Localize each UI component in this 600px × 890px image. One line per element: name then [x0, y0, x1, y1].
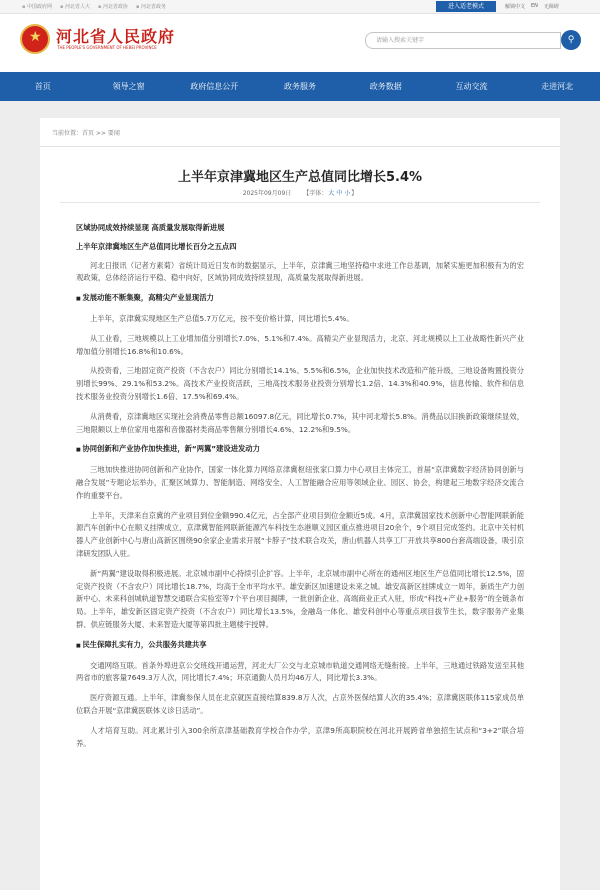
search-icon[interactable]: ⚲ — [561, 30, 581, 50]
nav-item-about-hebei[interactable]: 走进河北 — [541, 82, 574, 91]
article-paragraph: 从投资看，三地固定资产投资（不含农户）同比分别增长14.1%、5.5%和6.5%，企业加快技术改造和产能升级，三地设备购置投资分别增长99%、29.1%和53.2%。高技术产业投资活跃，三地高技术服务业投资分别增长1.2倍、14.3%和40.9%，信息传输、软件和信息技术服务业投资分别增长1.6倍、17.5%和69.4%。 — [76, 366, 524, 401]
accessibility-link[interactable]: 无障碍 — [543, 4, 559, 10]
top-link[interactable]: ▪ 河北省政务 — [136, 3, 166, 10]
font-size-control: 【字体：大 中 小】 — [303, 190, 358, 197]
search-input[interactable]: 请输入搜索关键字 — [365, 32, 561, 49]
font-medium-button[interactable]: 中 — [336, 190, 343, 197]
top-link[interactable]: ▪ 河北省政协 — [98, 3, 128, 10]
article-card — [40, 118, 560, 890]
nav-item-info-disclosure[interactable]: 政府信息公开 — [190, 82, 239, 91]
article-body — [76, 222, 524, 757]
nav-item-interaction[interactable]: 互动交流 — [455, 82, 488, 91]
main-nav — [0, 72, 600, 101]
article-meta — [40, 188, 560, 197]
breadcrumb[interactable]: 当前位置：首页 >> 要闻 — [52, 130, 120, 137]
site-title[interactable]: 河北省人民政府 — [56, 27, 176, 46]
elder-mode-button[interactable]: 进入适老模式 — [436, 1, 496, 12]
top-utility-bar — [0, 0, 600, 14]
site-header — [0, 14, 600, 72]
article-paragraph: 人才培育互助。河北累计引入300余所京津基础教育学校合作办学，京津9所高职院校在河北开展跨省单独招生试点和“3+2”联合培养。 — [76, 725, 524, 748]
nav-item-services[interactable]: 政务服务 — [284, 82, 317, 91]
national-emblem-icon — [20, 24, 50, 54]
article-paragraph: 新“两翼”建设取得积极进展。北京城市副中心持续引企扩容。上半年，北京城市副中心所在的通州区地区生产总值同比增长12.5%，固定资产投资（不含农户）同比增长18.7%，均高于全市平均水平。雄安新区加速建设未来之城。雄安高新区挂牌成立一周年，新质生产力创新中心、未来科创城轨道智慧交通联合实验室等7个平台项目揭牌，一批创新企业、高端商业正式入驻，形成“科技+产业+服务”的全链条布局。上半年，雄安新区固定资产投资（不含农户）同比增长13.5%，金融岛一体化、雄安科创中心等重点项目拔节生长，数字服务产业集群、供应链服务大厦、未来智造大厦等第四批主题楼宇授牌。 — [76, 568, 524, 629]
font-small-button[interactable]: 小 — [344, 190, 351, 197]
divider — [60, 202, 540, 203]
article-subheadline: 上半年京津冀地区生产总值同比增长百分之五点四 — [76, 241, 237, 251]
divider — [40, 146, 560, 147]
article-headline: 区域协同成效持续显现 高质量发展取得新进展 — [76, 223, 225, 232]
top-right-links — [505, 3, 565, 10]
publish-date: 2025年09月09日 — [242, 190, 292, 197]
article-paragraph: 河北日报讯（记者方素菊）省统计局近日发布的数据显示，上半年，京津冀三地坚持稳中求进工作总基调，加紧实施更加积极有为的宏观政策，总体经济运行平稳、稳中向好，区域协同成效持续显现，高质量发展取得新进展。 — [76, 260, 524, 283]
article-paragraph: 医疗资源互通。上半年，津冀参保人员在北京就医直接结算839.8万人次，占京外医保结算人次的35.4%；京津冀医联体115家成员单位联合开展“京津冀医联体义诊日活动”。 — [76, 693, 524, 715]
article-paragraph: 从工业看，三地规模以上工业增加值分别增长7.0%、5.1%和7.4%。高精尖产业显现活力，北京、河北规模以上工业战略性新兴产业增加值分别增长16.8%和10.6%。 — [76, 333, 524, 356]
nav-item-home[interactable]: 首页 — [34, 82, 51, 91]
nav-item-data[interactable]: 政务数据 — [369, 82, 402, 91]
simplified-chinese-link[interactable]: 解锁中文 — [505, 4, 526, 10]
top-links — [22, 3, 174, 10]
section-heading: ■ 民生保障扎实有力，公共服务共建共享 — [76, 639, 524, 653]
section-heading: ■ 协同创新和产业协作加快推进，新“两翼”建设进发动力 — [76, 443, 524, 457]
article-paragraph: 从消费看，京津冀地区实现社会消费品零售总额16097.8亿元，同比增长0.7%，其中河北增长5.8%。消费品以旧换新政策继续显效，三地限额以上单位家用电器和音像器材类商品零售额分别增长4.6%、12.2%和9.5%。 — [76, 411, 524, 434]
article-paragraph: 三地加快推进协同创新和产业协作，国家一体化算力网络京津冀枢纽张家口算力中心项目主体完工，首届“京津冀数字经济协同创新与融合发展”专题论坛举办，汇聚区域算力、智能制造、网络安全、人工智能融合应用等领域企业、园区、协会，构建起三地数字经济交流合作的重要平台。 — [76, 465, 524, 500]
article-title: 上半年京津冀地区生产总值同比增长5.4% — [177, 170, 423, 185]
section-heading: ■ 发展动能不断集聚，高精尖产业显现活力 — [76, 292, 524, 306]
site-subtitle: THE PEOPLE'S GOVERNMENT OF HEBEI PROVINCE — [57, 45, 157, 50]
font-large-button[interactable]: 大 — [328, 190, 335, 197]
top-link[interactable]: ▪ 河北省人大 — [60, 3, 90, 10]
article-paragraph: 上半年，天津来自京冀的产业项目到位金额990.4亿元，占全部产业项目到位金额近5成。4月，京津冀国家技术创新中心智能网联新能源汽车创新中心在顺义挂牌成立，京津冀智能网联新能源汽车科技生态港顺义园区重点推进项目20余个，9个项目完成签约。北京中关村机器人产业创新中心与唐山高新区围绕90余家企业需求开展“卡脖子”技术联合攻关，唐山机器人共享工厂开放共享800台套高端设备，吸引京津研发团队入驻。 — [76, 510, 524, 558]
english-link[interactable]: EN — [531, 3, 538, 9]
top-link[interactable]: ▪ 中国政府网 — [22, 3, 52, 10]
article-paragraph: 上半年，京津冀实现地区生产总值5.7万亿元，按不变价格计算，同比增长5.4%。 — [90, 313, 354, 323]
nav-item-leaders[interactable]: 领导之窗 — [112, 82, 145, 91]
article-paragraph: 交通网络互联。首条外埠进京公交班线开通运营，河北大厂公交与北京城市轨道交通网络无缝衔接。上半年，三地通过铁路发送至其他两省市的旅客量7649.3万人次，同比增长7.4%；环京通勤人员月均46万人，同比增长3.3%。 — [76, 660, 524, 683]
